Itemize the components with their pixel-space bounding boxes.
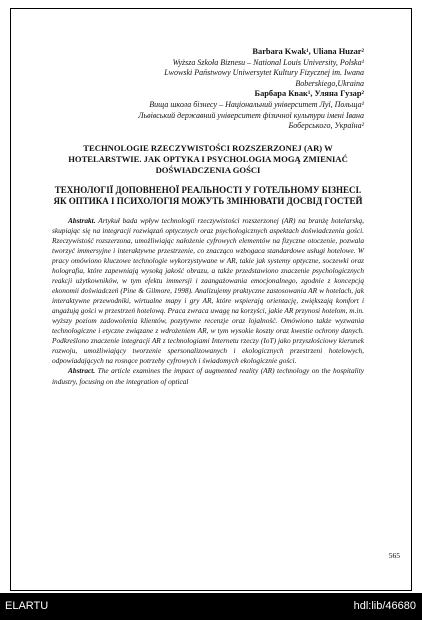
title-polish: TECHNOLOGIE RZECZYWISTOŚCI ROZSZERZONEJ (AR) W HOTELARSTWIE. JAK OPTYKA I PSYCHOLOGIA MOGĄ ZMIENIAĆ DOŚWIADCZENIA GOŚCI [68, 142, 348, 175]
affiliation-pl-2: Lwowski Państwowy Uniwersytet Kultury Fizycznej im. Iwana [164, 68, 364, 78]
page-number: 565 [388, 551, 400, 560]
affiliation-pl-1: Wyższa Szkoła Biznesu – National Louis University, Polska¹ [172, 57, 364, 67]
abstract [52, 216, 364, 387]
abstract-polish [52, 216, 364, 367]
author-names-uk: Барбара Квак¹, Уляна Гузар² [254, 89, 364, 99]
affiliation-uk-2: Львівський державний університет фізичної культури імені Івана [138, 110, 364, 120]
footer-repository-name: ELARTU [5, 600, 49, 612]
abstract-en-text: The article examines the impact of augmented reality (AR) technology on the hospitality industry, focusing on the integration of optical [52, 366, 364, 386]
footer-bar [0, 593, 422, 620]
abstract-english [52, 366, 364, 386]
authors-block [52, 47, 364, 132]
affiliation-uk-3: Боберського, Україна² [288, 121, 364, 131]
author-names-pl: Barbara Kwak¹, Uliana Huzar² [252, 47, 364, 56]
footer-handle: hdl:lib/46680 [353, 600, 416, 612]
affiliation-pl-3: Boberskiego,Ukraina [295, 78, 364, 88]
abstract-pl-label: Abstrakt. [68, 215, 96, 225]
article-page [52, 47, 364, 387]
abstract-pl-text: Artykuł bada wpływ technologii rzeczywistości rozszerzonej (AR) na branżę hotelarską, skupiając się na integracji rozwiązań optycznych oraz psychologicznych aspektach doświadczenia gości. Rzeczywistość rozszerzona, umożliwiając nałożenie cyfrowych elementów na fizyczne otoczenie, pozwala tworzyć immersyjne i interaktywne przestrzenie, co znacząco wzbogaca standardowe usługi hotelowe. W pracy omówiono kluczowe technologie wykorzystywane w AR, takie jak systemy optyczne, soczewki oraz holografia, które zapewniają wysoką jakość obrazu, a także przedstawiono znaczenie psychologicznych reakcji użytkowników, w tym efektu immersji i zaangażowania emocjonalnego, zgodnie z koncepcją ekonomii doświadczeń (Pine & Gilmore, 1998). Analizujemy praktyczne zastosowania AR w hotelach, jak interaktywne przewodniki, wirtualne mapy i gry AR, które wspierają orientację, zwiększają komfort i angażują gości w przestrzeń hotelową. Praca zwraca uwagę na korzyści, jakie AR przynosi hotelom, m.in. wyższy poziom zadowolenia klientów, pozytywne recenzje oraz lojalność. Omówiono także wyzwania technologiczne i etyczne związane z wdrożeniem AR, w tym wysokie koszty oraz kwestie ochrony danych. Podkreślono znaczenie integracji AR z technologiami Internetu rzeczy (IoT) jako przyszłościowy kierunek rozwoju, umożliwiający tworzenie spersonalizowanych i ekologicznych przestrzeni hotelowych, odpowiadających na rosnące potrzeby cyfrowych i świadomych ekologicznie gości. [52, 215, 364, 366]
abstract-en-label: Abstract. [68, 366, 96, 376]
affiliation-uk-1: Вища школа бізнесу – Національний університет Луї, Польща¹ [149, 99, 364, 109]
title-ukrainian: ТЕХНОЛОГІЇ ДОПОВНЕНОЇ РЕАЛЬНОСТІ У ГОТЕЛЬНОМУ БІЗНЕСІ. ЯК ОПТИКА І ПСИХОЛОГІЯ МОЖУТЬ ЗМІНЮВАТИ ДОСВІД ГОСТЕЙ [53, 184, 363, 206]
